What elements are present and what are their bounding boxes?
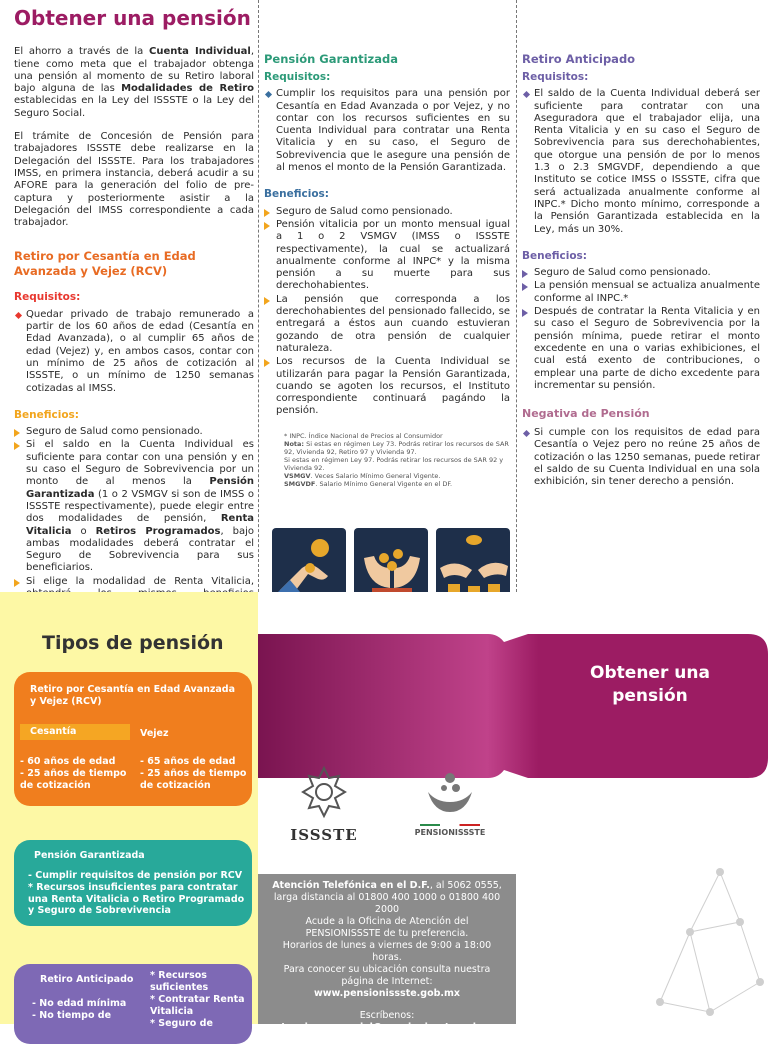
intro-paragraph: El ahorro a través de la Cuenta Individual, tiene como meta que el trabajador obtenga una pensión al momento de su Retiro laboral bajo alguna de las Modalidades de Retiro establecidas en la Ley del ISSSTE o la Ley del Seguro Social.	[14, 46, 255, 119]
rcv-requirements-list	[14, 309, 254, 395]
vejez-item: - 25 años de tiempo de cotización	[140, 768, 247, 791]
footnote: Si estas en régimen Ley 97. Podrás retirar los recursos de SAR 92 y Vivienda 92.	[284, 455, 504, 472]
list-item: El saldo de la Cuenta Individual deberá ser suficiente para contratar con una Aseguradora que el trabajador elija, una Renta Vitalicia y en su caso el Seguro de Sobrevivencia para sus derechohabientes, que otorgue una pensión de por lo menos 1.3 o 2.3 SMGVDF, dependiendo a que Instituto se cotice IMSS o ISSSTE, cifra que será actualizada anualmente conforme al INPC.* Dicho monto mínimo, corresponde a la Pensión Garantizada establecida en la Ley, más un 30%.	[522, 88, 760, 236]
card-retiro-anticipado	[14, 964, 252, 1044]
website-link[interactable]: www.pensionissste.gob.mx	[313, 988, 461, 999]
card-item: * Recursos suficientes	[150, 970, 209, 993]
card-item: * Recursos insuficientes para contratar una Renta Vitalicia o Retiro Programado y Seguro de Sobrevivencia	[28, 882, 245, 916]
issste-logo	[284, 762, 364, 844]
ra-heading: Retiro Anticipado	[522, 52, 636, 66]
list-item: La pensión mensual se actualiza anualmente conforme al INPC.*	[522, 280, 760, 305]
card-title: Retiro Anticipado	[40, 974, 134, 985]
web-info: Para conocer su ubicación consulta nuestra página de Internet: www.pensionissste.gob.mx	[283, 964, 491, 999]
card-title: Retiro por Cesantía en Edad Avanzada y Vejez (RCV)	[30, 684, 236, 707]
pg-requirements-list	[264, 88, 510, 174]
column-rcv	[8, 0, 254, 592]
cesantia-label: Cesantía	[30, 726, 77, 737]
cesantia-item: - 25 años de tiempo de cotización	[20, 768, 127, 791]
procedure-paragraph: El trámite de Concesión de Pensión para trabajadores ISSSTE debe realizarse en la Delegación del ISSSTE. Para los trabajadores IMSS, en primera instancia, deberá acudir a su AFORE para la generación del folio de pre-captura y posteriormente asistir a la Delegación del IMSS correspondiente a cada trabajador.	[14, 131, 254, 229]
card-rcv	[14, 672, 252, 806]
card-item: * Seguro de	[150, 1018, 213, 1029]
cover-title: Obtener una pensión	[590, 663, 710, 706]
list-item: Si cumple con los requisitos de edad para Cesantía o Vejez pero no reúne 25 años de cotización o las 1250 semanas, puede retirar el saldo de su Cuenta Individual en una sola exhibición, sin tener derecho a pensión.	[522, 427, 760, 488]
office-info: Acude a la Oficina de Atención del PENSIONISSSTE de tu preferencia.	[305, 916, 469, 939]
list-item: Seguro de Salud como pensionado.	[14, 426, 254, 438]
tipos-title: Tipos de pensión	[42, 632, 224, 654]
cesantia-item: - 60 años de edad	[20, 756, 116, 767]
column-pension-garantizada	[264, 52, 510, 644]
list-item: Seguro de Salud como pensionado.	[264, 206, 510, 218]
ra-benefits-list	[522, 267, 760, 392]
footnote: Nota: Si estas en régimen Ley 73. Podrás retirar los recursos de SAR 92, Vivienda 92, Retiro 97 y Vivienda 97.	[284, 439, 509, 456]
outside-panel	[0, 592, 768, 1033]
list-item: Quedar privado de trabajo remunerado a partir de los 60 años de edad (Cesantía en Edad Avanzada), o al cumplir 65 años de edad (Vejez) y, en ambos casos, contar con un mínimo de 25 años de cotización al ISSSTE, o un mínimo de 1250 semanas cotizadas al IMSS.	[14, 309, 254, 395]
negativa-list	[522, 427, 760, 488]
list-item: Después de contratar la Renta Vitalicia y en su caso el Seguro de Sobrevivencia por la pensión mínima, puede retirar el monto excedente en una o varias exhibiciones, el cual está exento de contribuciones, o emplear una parte de dicho excedente para incrementar su pensión.	[522, 306, 760, 392]
card-item: - No tiempo de	[32, 1010, 112, 1021]
rcv-requirements-label: Requisitos:	[14, 291, 81, 304]
vejez-item: - 65 años de edad	[140, 756, 236, 767]
pensionissste-logo	[400, 762, 500, 837]
list-item: Seguro de Salud como pensionado.	[522, 267, 760, 279]
card-pension-garantizada	[14, 840, 252, 926]
network-decoration	[620, 862, 768, 1024]
footnote: * INPC. Índice Nacional de Precios al Consumidor	[284, 431, 443, 440]
rcv-benefits-list	[14, 426, 254, 612]
rcv-benefits-label: Beneficios:	[14, 408, 79, 421]
list-item: Los recursos de la Cuenta Individual se utilizarán para pagar la Pensión Garantizada, cuando se agoten los recursos, el Instituto correspondiente continuará pagándo la pensión.	[264, 356, 510, 417]
negativa-heading: Negativa de Pensión	[522, 407, 650, 421]
contact-box	[258, 874, 516, 1033]
ra-benefits-label: Beneficios:	[522, 249, 587, 262]
flag-stripe	[420, 824, 480, 826]
ra-requirements-list	[522, 88, 760, 236]
issste-wordmark: ISSSTE	[290, 826, 358, 844]
fold-line	[516, 0, 517, 592]
hours-info: Horarios de lunes a viernes de 9:00 a 18:00 horas.	[282, 940, 492, 963]
card-item: * Contratar Renta Vitalicia	[150, 994, 245, 1017]
card-title: Pensión Garantizada	[34, 850, 145, 861]
list-item: La pensión que corresponda a los derechohabientes del pensionado fallecido, se entregará a éstos aun cuando estuvieran gozando de otra pensión de cualquier naturaleza.	[264, 294, 510, 355]
card-item: - Cumplir requisitos de pensión por RCV	[28, 870, 243, 881]
list-item: Pensión vitalicia por un monto mensual igual a 1 o 2 VSMGV (IMSS o ISSSTE respectivamente), la cual se actualizará anualmente conforme al INPC* y la misma pensión a su muerte para sus derechohabientes.	[264, 219, 510, 293]
pg-benefits-list	[264, 206, 510, 418]
vejez-label: Vejez	[140, 728, 169, 739]
pg-heading: Pensión Garantizada	[264, 52, 398, 66]
footnotes	[274, 432, 510, 488]
list-item: Si elige la modalidad de Renta Vitalicia,	[14, 576, 254, 613]
pensionissste-wordmark: PENSIONISSSTE	[414, 828, 486, 837]
pg-requirements-label: Requisitos:	[264, 71, 331, 83]
footnote: SMGVDF. Salario Mínimo General Vigente en el DF.	[284, 479, 453, 488]
card-item: - No edad mínima	[32, 998, 127, 1009]
column-retiro-anticipado	[522, 52, 760, 644]
tipos-panel	[0, 592, 258, 1024]
rcv-heading: Retiro por Cesantía en Edad Avanzada y Vejez (RCV)	[14, 249, 196, 279]
fold-line	[258, 0, 259, 592]
write-label: Escríbenos:	[359, 1010, 415, 1021]
pg-benefits-label: Beneficios:	[264, 188, 329, 201]
footnote: VSMGV. Veces Salario Mínimo General Vigente.	[284, 471, 441, 480]
list-item: Cumplir los requisitos para una pensión por Cesantía en Edad Avanzada o por Vejez, y no contar con los recursos suficientes en su Cuenta Individual para contratar una Renta Vitalicia y en su caso, el Seguro de Sobrevivencia que le asegure una pensión de al menos el monto de la Pensión Garantizada.	[264, 88, 510, 174]
ra-requirements-label: Requisitos:	[522, 71, 589, 83]
phone-info: Atención Telefónica en el D.F., al 5062 0555, larga distancia al 01800 400 1000 o 01800 400 2000	[272, 880, 502, 915]
page-title: Obtener una pensión	[14, 6, 251, 30]
list-item: Si el saldo en la Cuenta Individual es suficiente para contar con una pensión y en su caso el Seguro de Sobrevivencia por un monto de al menos la Pensión Garantizada (1 o 2 VSMGV si son de IMSS o ISSSTE respectivamente), puede elegir entre dos modalidades de pensión, Renta Vitalicia o Retiros Programados, bajo ambas modalidades deberá contratar el Seguro de Sobrevivencia para sus beneficiarios.	[14, 439, 254, 574]
email-link[interactable]: atencioncomercial@pensionissste.gob.mx	[274, 1022, 500, 1033]
